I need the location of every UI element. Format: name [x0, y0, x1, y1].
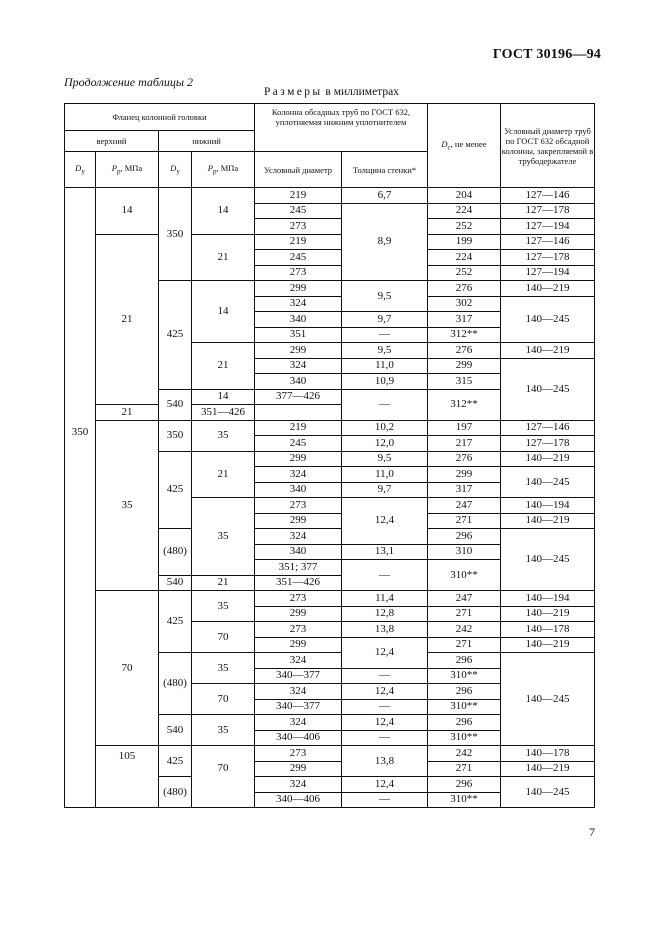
table-row [65, 746, 595, 762]
tubing-cell: 127—146 [501, 188, 595, 204]
dc-cell: 296 [428, 653, 501, 669]
pp-upper-header: $P_р$, МПа [96, 152, 159, 188]
pp-lower-cell: 70 [192, 622, 255, 653]
wall-cell: — [342, 327, 428, 343]
diameter-cell: 219 [255, 420, 342, 436]
dc-cell: 247 [428, 498, 501, 514]
diameter-cell: 324 [255, 529, 342, 545]
diameter-cell: 324 [255, 358, 342, 374]
dc-cell: 242 [428, 622, 501, 638]
wall-cell: 12,0 [342, 436, 428, 452]
diameter-cell: 299 [255, 761, 342, 777]
dc-cell: 276 [428, 281, 501, 297]
wall-cell: 9,5 [342, 451, 428, 467]
diameter-cell: 351—426 [255, 575, 342, 591]
dc-cell: 252 [428, 265, 501, 281]
wall-cell: 6,7 [342, 188, 428, 204]
tubing-cell: 140—219 [501, 637, 595, 653]
diameter-cell: 324 [255, 777, 342, 793]
header-row [65, 104, 595, 131]
dy-lower-cell: 540 [159, 575, 192, 591]
tubing-cell: 140—219 [501, 451, 595, 467]
dy-lower-cell: 425 [159, 746, 192, 777]
tubing-cell: 140—245 [501, 296, 595, 343]
tubing-cell: 127—194 [501, 219, 595, 235]
wall-cell: 13,8 [342, 746, 428, 777]
wall-cell: 12,4 [342, 715, 428, 731]
pp-lower-cell: 21 [192, 451, 255, 498]
diameter-cell: 273 [255, 622, 342, 638]
diameter-cell: 299 [255, 343, 342, 359]
wall-cell: 11,0 [342, 467, 428, 483]
dc-cell: 310** [428, 699, 501, 715]
dc-cell: 204 [428, 188, 501, 204]
diameter-cell: 351 [255, 327, 342, 343]
dc-cell: 247 [428, 591, 501, 607]
dc-cell: 310** [428, 668, 501, 684]
wall-cell: 12,4 [342, 777, 428, 793]
wall-cell: 10,9 [342, 374, 428, 390]
diameter-cell: 219 [255, 234, 342, 250]
diameter-cell: 340 [255, 544, 342, 560]
pp-lower-cell: 14 [192, 281, 255, 343]
wall-cell: — [342, 668, 428, 684]
diameter-cell: 273 [255, 746, 342, 762]
dc-cell: 299 [428, 467, 501, 483]
diameter-cell: 340 [255, 374, 342, 390]
dc-cell: 276 [428, 451, 501, 467]
table-continuation-caption: Продолжение таблицы 2 [64, 75, 194, 89]
table-row [65, 591, 595, 607]
tubing-cell: 127—146 [501, 420, 595, 436]
tubing-cell: 127—146 [501, 234, 595, 250]
tubing-cell: 140—219 [501, 606, 595, 622]
dc-cell: 312** [428, 389, 501, 420]
diameter-cell: 324 [255, 653, 342, 669]
diameter-cell: 273 [255, 219, 342, 235]
wall-cell: 12,4 [342, 498, 428, 545]
diameter-cell: 351; 377 [255, 560, 342, 576]
diameter-cell: 219 [255, 188, 342, 204]
diameter-cell: 340—377 [255, 699, 342, 715]
diameter-cell: 324 [255, 467, 342, 483]
wall-cell: 11,0 [342, 358, 428, 374]
pp-lower-cell: 21 [192, 575, 255, 591]
dc-cell: 299 [428, 358, 501, 374]
diameter-cell: 324 [255, 715, 342, 731]
dy-lower-cell: (480) [159, 777, 192, 808]
wall-cell: — [342, 792, 428, 808]
dc-cell: 302 [428, 296, 501, 312]
diameter-cell: 340 [255, 312, 342, 328]
diameter-cell: 324 [255, 684, 342, 700]
pp-upper-cell: 35 [96, 420, 159, 591]
pp-lower-cell: 70 [192, 684, 255, 715]
dy-lower-cell: 425 [159, 591, 192, 653]
dc-cell: 310** [428, 560, 501, 591]
dy-lower-header: $D_у$ [159, 152, 192, 188]
wall-cell: 10,2 [342, 420, 428, 436]
dy-upper-header: $D_у$ [65, 152, 96, 188]
tubing-cell: 140—219 [501, 761, 595, 777]
tubing-cell: 140—245 [501, 529, 595, 591]
wall-cell: 11,4 [342, 591, 428, 607]
tubing-cell: 140—219 [501, 513, 595, 529]
tubing-cell: 140—245 [501, 777, 595, 808]
dc-cell: 197 [428, 420, 501, 436]
table-row [65, 188, 595, 204]
pp-lower-cell: 35 [192, 498, 255, 576]
dc-cell: 317 [428, 312, 501, 328]
wall-cell: 9,7 [342, 312, 428, 328]
wall-cell: 12,8 [342, 606, 428, 622]
wall-cell: — [342, 730, 428, 746]
tubing-cell: 127—194 [501, 265, 595, 281]
tubing-cell: 127—178 [501, 250, 595, 266]
dc-cell: 296 [428, 529, 501, 545]
dc-header: $D_c$, не менее [428, 104, 501, 188]
dc-cell: 296 [428, 715, 501, 731]
tubing-header: Условный диаметр труб по ГОСТ 632 обсадной колонны, закрепляемой в трубодержателе [501, 104, 595, 188]
tubing-cell: 140—194 [501, 591, 595, 607]
dc-cell: 271 [428, 637, 501, 653]
wall-header: Толщина стенки* [342, 152, 428, 188]
lower-flange-header: нижний [159, 131, 255, 152]
wall-cell: 8,9 [342, 203, 428, 281]
diameter-cell: 273 [255, 498, 342, 514]
dc-cell: 312** [428, 327, 501, 343]
pp-lower-cell: 35 [192, 591, 255, 622]
pp-lower-cell: 21 [96, 405, 159, 421]
dc-cell: 271 [428, 513, 501, 529]
table-row [65, 234, 595, 250]
pp-lower-cell: 35 [192, 715, 255, 746]
tubing-cell: 140—245 [501, 467, 595, 498]
diameter-cell: 299 [255, 637, 342, 653]
diameter-cell: 273 [255, 265, 342, 281]
wall-cell: 9,7 [342, 482, 428, 498]
dy-lower-cell: 540 [159, 389, 192, 420]
dc-cell: 217 [428, 436, 501, 452]
diameter-cell: 245 [255, 250, 342, 266]
dy-lower-cell: 540 [159, 715, 192, 746]
dc-cell: 310** [428, 730, 501, 746]
pp-upper-cell: 105 [96, 746, 159, 808]
casing-header: Колонна обсадных труб по ГОСТ 632, уплотняемая нижним уплотнителем [255, 104, 428, 152]
diameter-cell: 273 [255, 591, 342, 607]
tubing-cell: 140—219 [501, 281, 595, 297]
diameter-cell: 299 [255, 513, 342, 529]
pp-lower-cell: 35 [192, 653, 255, 684]
dc-cell: 252 [428, 219, 501, 235]
dy-lower-cell: 350 [159, 420, 192, 451]
dc-cell: 276 [428, 343, 501, 359]
diameter-cell: 377—426 [255, 389, 342, 405]
pp-upper-cell: 70 [96, 591, 159, 746]
pp-lower-cell: 70 [192, 746, 255, 808]
dc-cell: 224 [428, 203, 501, 219]
diameter-cell: 299 [255, 606, 342, 622]
dc-cell: 242 [428, 746, 501, 762]
pp-lower-cell: 14 [192, 188, 255, 235]
pp-upper-cell: 21 [96, 234, 159, 405]
pp-lower-cell: 21 [192, 234, 255, 281]
dy-lower-cell: (480) [159, 653, 192, 715]
diameter-cell: 340—406 [255, 730, 342, 746]
wall-cell: 13,1 [342, 544, 428, 560]
page-number: 7 [589, 825, 595, 839]
dy-lower-cell: 425 [159, 451, 192, 529]
table-row [65, 420, 595, 436]
pp-lower-cell: 35 [192, 420, 255, 451]
tubing-cell: 140—245 [501, 653, 595, 746]
wall-cell: 12,4 [342, 637, 428, 668]
pp-lower-header: $P_р$, МПа [192, 152, 255, 188]
dimensions-word: Размеры [264, 86, 323, 98]
diameter-cell: 340 [255, 482, 342, 498]
dy-lower-cell: 425 [159, 281, 192, 390]
wall-cell: 12,4 [342, 684, 428, 700]
dc-cell: 296 [428, 684, 501, 700]
wall-cell: 13,8 [342, 622, 428, 638]
dimensions-caption [264, 86, 399, 98]
standard-number: ГОСТ 30196—94 [492, 47, 601, 62]
tubing-cell: 140—178 [501, 746, 595, 762]
pp-upper-cell: 14 [96, 188, 159, 235]
flange-header: Фланец колонной головки [65, 104, 255, 131]
diameter-cell: 324 [255, 296, 342, 312]
dy-upper-cell: 350 [65, 188, 96, 808]
wall-cell: 9,5 [342, 281, 428, 312]
diameter-cell: 245 [255, 203, 342, 219]
wall-cell: — [342, 389, 428, 420]
wall-cell: — [342, 699, 428, 715]
tubing-cell: 140—194 [501, 498, 595, 514]
diameter-cell: 299 [255, 281, 342, 297]
cond-diam-header: Условный диаметр [255, 152, 342, 188]
dy-lower-cell: 350 [159, 188, 192, 281]
diameter-cell: 340—377 [255, 668, 342, 684]
tubing-cell: 140—178 [501, 622, 595, 638]
dy-lower-cell: (480) [159, 529, 192, 576]
tubing-cell: 127—178 [501, 203, 595, 219]
tubing-cell: 140—245 [501, 358, 595, 420]
diameter-cell: 299 [255, 451, 342, 467]
pp-lower-cell: 21 [192, 343, 255, 390]
dc-cell: 317 [428, 482, 501, 498]
dimensions-table [64, 103, 595, 808]
wall-cell: — [342, 560, 428, 591]
diameter-cell: 245 [255, 436, 342, 452]
tubing-cell: 140—219 [501, 343, 595, 359]
wall-cell: 9,5 [342, 343, 428, 359]
dc-cell: 271 [428, 606, 501, 622]
dc-cell: 296 [428, 777, 501, 793]
upper-flange-header: верхний [65, 131, 159, 152]
dc-cell: 271 [428, 761, 501, 777]
pp-lower-cell: 14 [192, 389, 255, 405]
diameter-cell: 351—426 [192, 405, 255, 421]
dimensions-unit: в миллиметрах [325, 86, 399, 98]
dc-cell: 310** [428, 792, 501, 808]
tubing-cell: 127—178 [501, 436, 595, 452]
diameter-cell: 340—406 [255, 792, 342, 808]
dc-cell: 199 [428, 234, 501, 250]
dc-cell: 224 [428, 250, 501, 266]
dc-cell: 310 [428, 544, 501, 560]
dc-cell: 315 [428, 374, 501, 390]
